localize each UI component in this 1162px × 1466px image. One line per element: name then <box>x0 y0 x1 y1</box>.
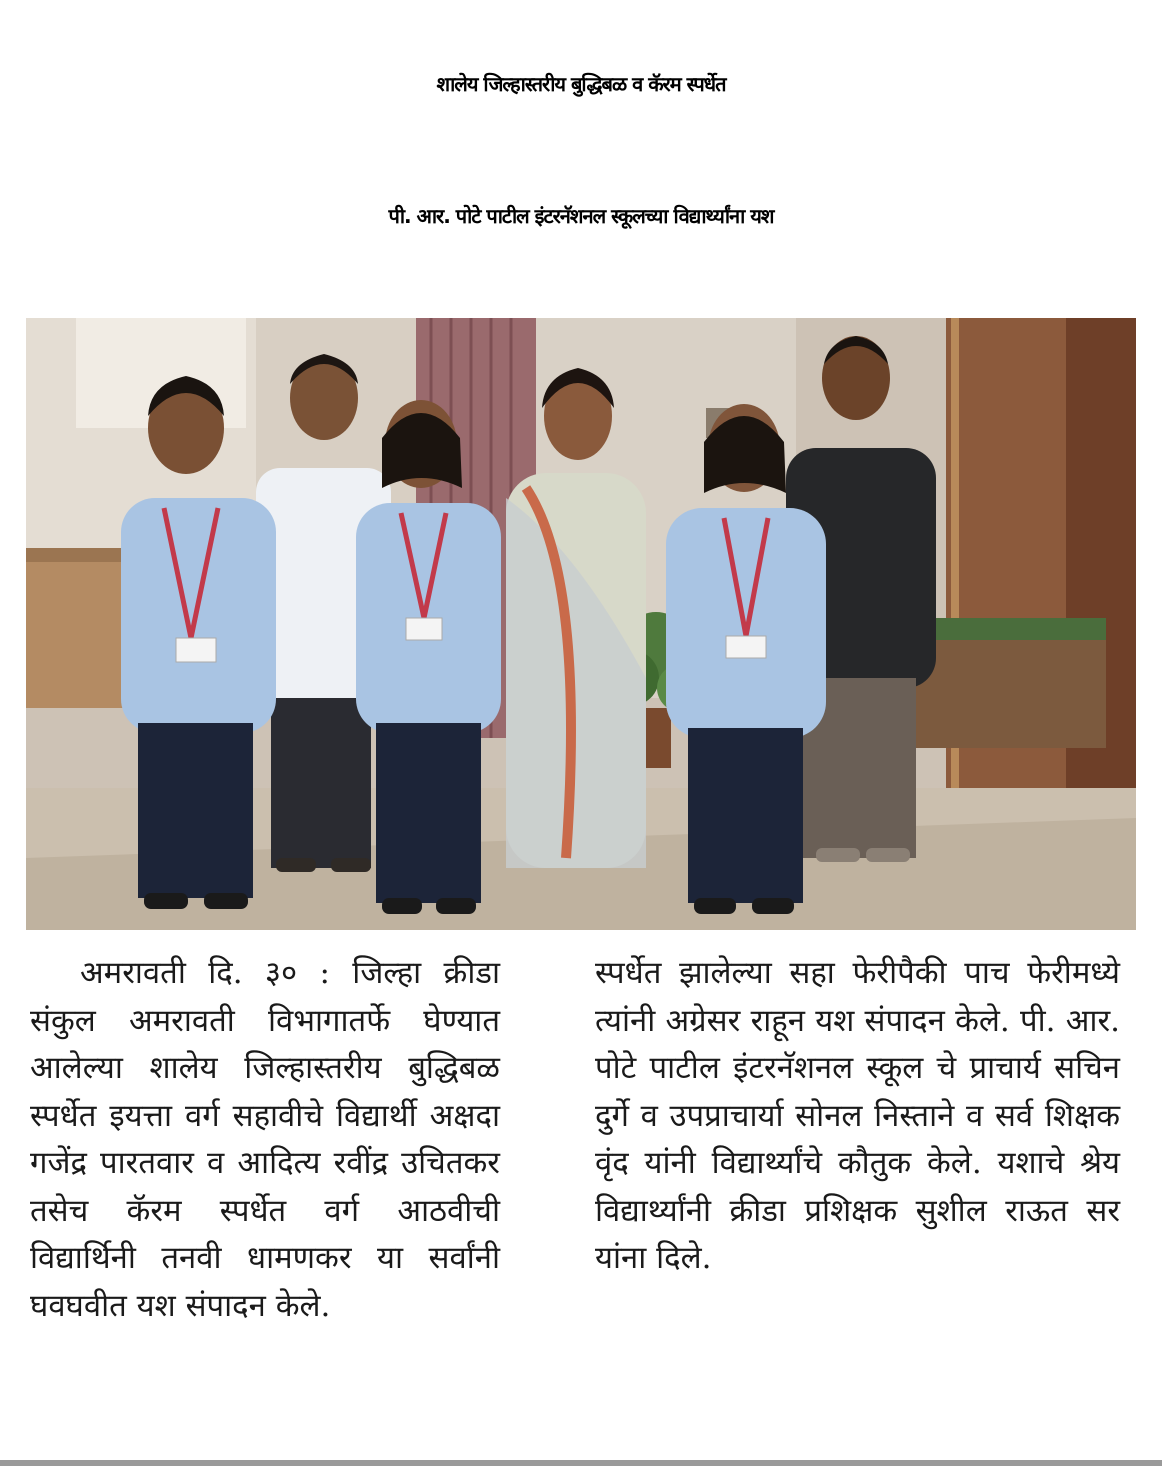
group-photo <box>26 318 1136 930</box>
bottom-rule <box>0 1460 1162 1466</box>
headline-line-1: शालेय जिल्हास्तरीय बुद्धिबळ व कॅरम स्पर्धेत <box>436 72 726 96</box>
article-column-1: अमरावती दि. ३० : जिल्हा क्रीडा संकुल अमरावती विभागातर्फे घेण्यात आलेल्या शालेय जिल्हास्तरीय बुद्धिबळ स्पर्धेत इयत्ता वर्ग सहावीचे विद्यार्थी अक्षदा गजेंद्र पारतवार व आदित्य रवींद्र उचितकर तसेच कॅरम स्पर्धेत वर्ग आठवीची विद्यार्थिनी तनवी धामणकर या सर्वांनी घवघवीत यश संपादन केले. <box>30 955 500 1324</box>
article-column-2: स्पर्धेत झालेल्या सहा फेरीपैकी पाच फेरीमध्ये त्यांनी अग्रेसर राहून यश संपादन केले. पी. आर. पोटे पाटील इंटरनॅशनल स्कूल चे प्राचार्य सचिन दुर्गे व उपप्राचार्या सोनल निस्ताने व सर्व शिक्षक वृंद यांनी विद्यार्थ्यांचे कौतुक केले. यशाचे श्रेय विद्यार्थ्यांनी क्रीडा प्रशिक्षक सुशील राऊत सर यांना दिले. <box>595 955 1120 1276</box>
headline-line-2: पी. आर. पोटे पाटील इंटरनॅशनल स्कूलच्या विद्यार्थ्यांना यश <box>388 204 774 228</box>
